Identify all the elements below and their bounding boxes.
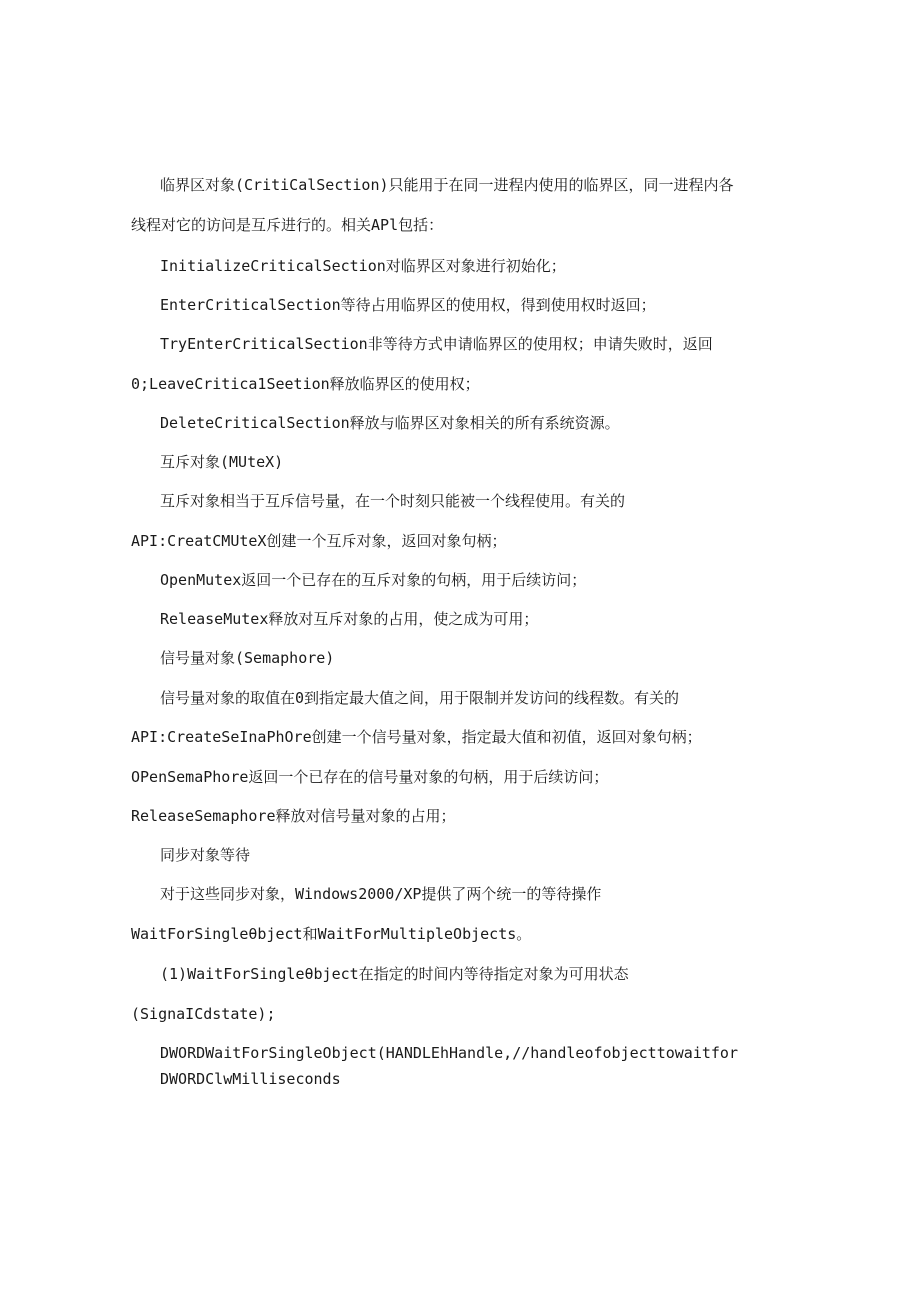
- api-enter-critical-section: EnterCriticalSection等待占用临界区的使用权，得到使用权时返回；: [160, 296, 656, 314]
- heading-sync-wait: 同步对象等待: [160, 846, 251, 864]
- api-initialize-critical-section: InitializeCriticalSection对临界区对象进行初始化；: [160, 257, 566, 275]
- paragraph-critical-section-intro: 临界区对象(CritiCalSection)只能用于在同一进程内使用的临界区，同一进程内各: [160, 176, 734, 194]
- code-signature-line-1: DWORDWaitForSingleObject(HANDLEhHandle,//handleofobjecttowaitfor: [160, 1044, 738, 1062]
- item-wait-for-single-object: (1)WaitForSingleθbject在指定的时间内等待指定对象为可用状态: [160, 965, 629, 983]
- api-release-semaphore: ReleaseSemaphore释放对信号量对象的占用；: [131, 807, 456, 825]
- paragraph-sync-wait-intro: 对于这些同步对象，Windows2000/XP提供了两个统一的等待操作: [160, 885, 602, 903]
- api-open-semaphore: OPenSemaPhore返回一个已存在的信号量对象的句柄，用于后续访问；: [131, 768, 609, 786]
- api-delete-critical-section: DeleteCriticalSection释放与临界区对象相关的所有系统资源。: [160, 414, 620, 432]
- api-create-semaphore: API:CreateSeInaPhOre创建一个信号量对象，指定最大值和初值，返回对象句柄；: [131, 728, 702, 746]
- api-release-mutex: ReleaseMutex释放对互斥对象的占用，使之成为可用；: [160, 610, 539, 628]
- heading-semaphore: 信号量对象(Semaphore): [160, 649, 335, 667]
- paragraph-critical-section-intro-cont: 线程对它的访问是互斥进行的。相关APl包括：: [131, 216, 444, 234]
- code-signature-line-2: DWORDClwMilliseconds: [160, 1070, 341, 1088]
- api-open-mutex: OpenMutex返回一个已存在的互斥对象的句柄，用于后续访问；: [160, 571, 587, 589]
- api-leave-critical-section: 0;LeaveCritica1Seetion释放临界区的使用权；: [131, 375, 480, 393]
- paragraph-mutex-intro: 互斥对象相当于互斥信号量，在一个时刻只能被一个线程使用。有关的: [160, 492, 626, 510]
- heading-mutex: 互斥对象(MUteX): [160, 453, 284, 471]
- paragraph-semaphore-intro: 信号量对象的取值在0到指定最大值之间，用于限制并发访问的线程数。有关的: [160, 689, 680, 707]
- api-try-enter-critical-section: TryEnterCriticalSection非等待方式申请临界区的使用权；申请失败时，返回: [160, 335, 713, 353]
- paragraph-sync-wait-apis: WaitForSingleθbject和WaitForMultipleObjects。: [131, 925, 532, 943]
- item-signaled-state: (SignaICdstate);: [131, 1005, 276, 1023]
- api-create-mutex: API:CreatCMUteX创建一个互斥对象，返回对象句柄；: [131, 532, 507, 550]
